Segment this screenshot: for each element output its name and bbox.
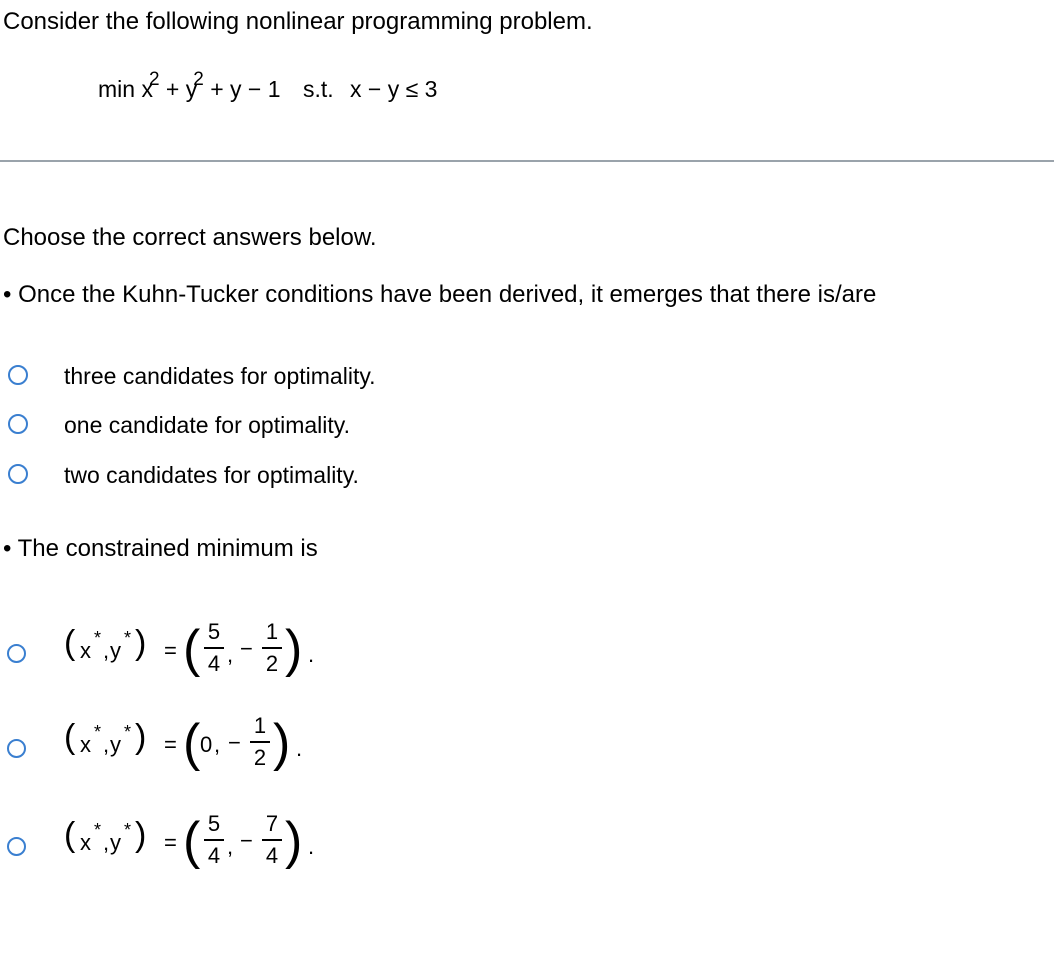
frac-b-bar <box>250 741 270 743</box>
pair-comma: , <box>214 732 221 757</box>
subject-to-label: s.t. <box>302 76 334 102</box>
frac-b-bar <box>262 839 282 841</box>
frac-b-den: 2 <box>253 745 267 770</box>
lhs-comma: , <box>103 830 110 855</box>
paren-close: ) <box>135 624 147 662</box>
var-x: x <box>141 76 153 102</box>
frac-a-den: 4 <box>207 651 221 676</box>
q2-option-2-label[interactable] <box>64 712 324 778</box>
lhs-y-star: * <box>124 722 132 742</box>
bullet: • <box>3 535 12 562</box>
objective-tail: + y − 1 <box>210 76 281 102</box>
section-divider <box>0 160 1054 162</box>
q1-option-1-label[interactable]: three candidates for optimality. <box>64 363 376 389</box>
frac-b-den: 4 <box>265 843 279 868</box>
lhs-comma: , <box>103 638 110 663</box>
lhs-x-star: * <box>94 628 102 648</box>
exp-x: 2 <box>148 69 160 90</box>
q2-option-3-radio[interactable] <box>7 837 26 856</box>
lhs-x: x <box>80 638 91 663</box>
period: . <box>308 834 315 859</box>
lhs-y-star: * <box>124 628 132 648</box>
paren-open-large: ( <box>183 714 201 772</box>
problem-statement <box>98 69 438 106</box>
lhs-y-star: * <box>124 820 132 840</box>
pair-comma: , <box>227 642 234 667</box>
paren-close: ) <box>135 718 147 756</box>
frac-b-sign: − <box>228 730 241 755</box>
exp-y: 2 <box>193 69 204 90</box>
min-label: min <box>98 76 136 102</box>
pair-comma: , <box>227 834 234 859</box>
var-y: y <box>185 76 198 102</box>
lhs-x: x <box>80 830 91 855</box>
paren-open: ( <box>64 816 76 854</box>
instruction-text: Choose the correct answers below. <box>3 224 377 251</box>
frac-a-num: 5 <box>207 619 221 644</box>
paren-open: ( <box>64 718 76 756</box>
paren-open-large: ( <box>183 620 201 678</box>
plus-sign: + <box>165 76 180 102</box>
paren-open-large: ( <box>183 812 201 870</box>
q1-option-2-radio[interactable] <box>8 414 28 434</box>
q1-option-3-label[interactable]: two candidates for optimality. <box>64 462 359 488</box>
lhs-x: x <box>80 732 91 757</box>
frac-b-num: 1 <box>253 713 267 738</box>
frac-b-sign: − <box>240 636 253 661</box>
frac-a-bar <box>204 647 224 649</box>
period: . <box>308 642 315 667</box>
constraint: x − y ≤ 3 <box>350 76 438 102</box>
frac-b-den: 2 <box>265 651 279 676</box>
question-1-text: Once the Kuhn-Tucker conditions have been derived, it emerges that there is/are <box>18 281 877 308</box>
frac-b-bar <box>262 647 282 649</box>
q1-option-1-radio[interactable] <box>8 365 28 385</box>
frac-b-num: 7 <box>265 811 279 836</box>
lhs-x-star: * <box>94 722 102 742</box>
problem-intro: Consider the following nonlinear programming problem. <box>3 8 593 35</box>
paren-close: ) <box>135 816 147 854</box>
q2-option-2-radio[interactable] <box>7 739 26 758</box>
lhs-y: y <box>110 732 121 757</box>
q1-option-2-label[interactable]: one candidate for optimality. <box>64 412 350 438</box>
equals: = <box>164 732 177 757</box>
question-2 <box>3 535 318 563</box>
q2-option-3-label[interactable] <box>64 810 324 876</box>
q2-option-1-label[interactable] <box>64 618 324 684</box>
equals: = <box>164 638 177 663</box>
question-2-text: The constrained minimum is <box>17 535 318 562</box>
lhs-y: y <box>110 638 121 663</box>
frac-a-bar <box>204 839 224 841</box>
paren-close-large: ) <box>273 714 291 772</box>
question-1 <box>3 281 876 309</box>
period: . <box>296 736 303 761</box>
equals: = <box>164 830 177 855</box>
frac-a-den: 4 <box>207 843 221 868</box>
lhs-x-star: * <box>94 820 102 840</box>
frac-a-num: 5 <box>207 811 221 836</box>
bullet: • <box>3 281 12 308</box>
lhs-y: y <box>110 830 121 855</box>
value-a: 0 <box>200 732 213 757</box>
q2-option-1-radio[interactable] <box>7 644 26 663</box>
paren-close-large: ) <box>285 620 303 678</box>
paren-close-large: ) <box>285 812 303 870</box>
frac-b-sign: − <box>240 828 253 853</box>
lhs-comma: , <box>103 732 110 757</box>
q1-option-3-radio[interactable] <box>8 464 28 484</box>
paren-open: ( <box>64 624 76 662</box>
frac-b-num: 1 <box>265 619 279 644</box>
